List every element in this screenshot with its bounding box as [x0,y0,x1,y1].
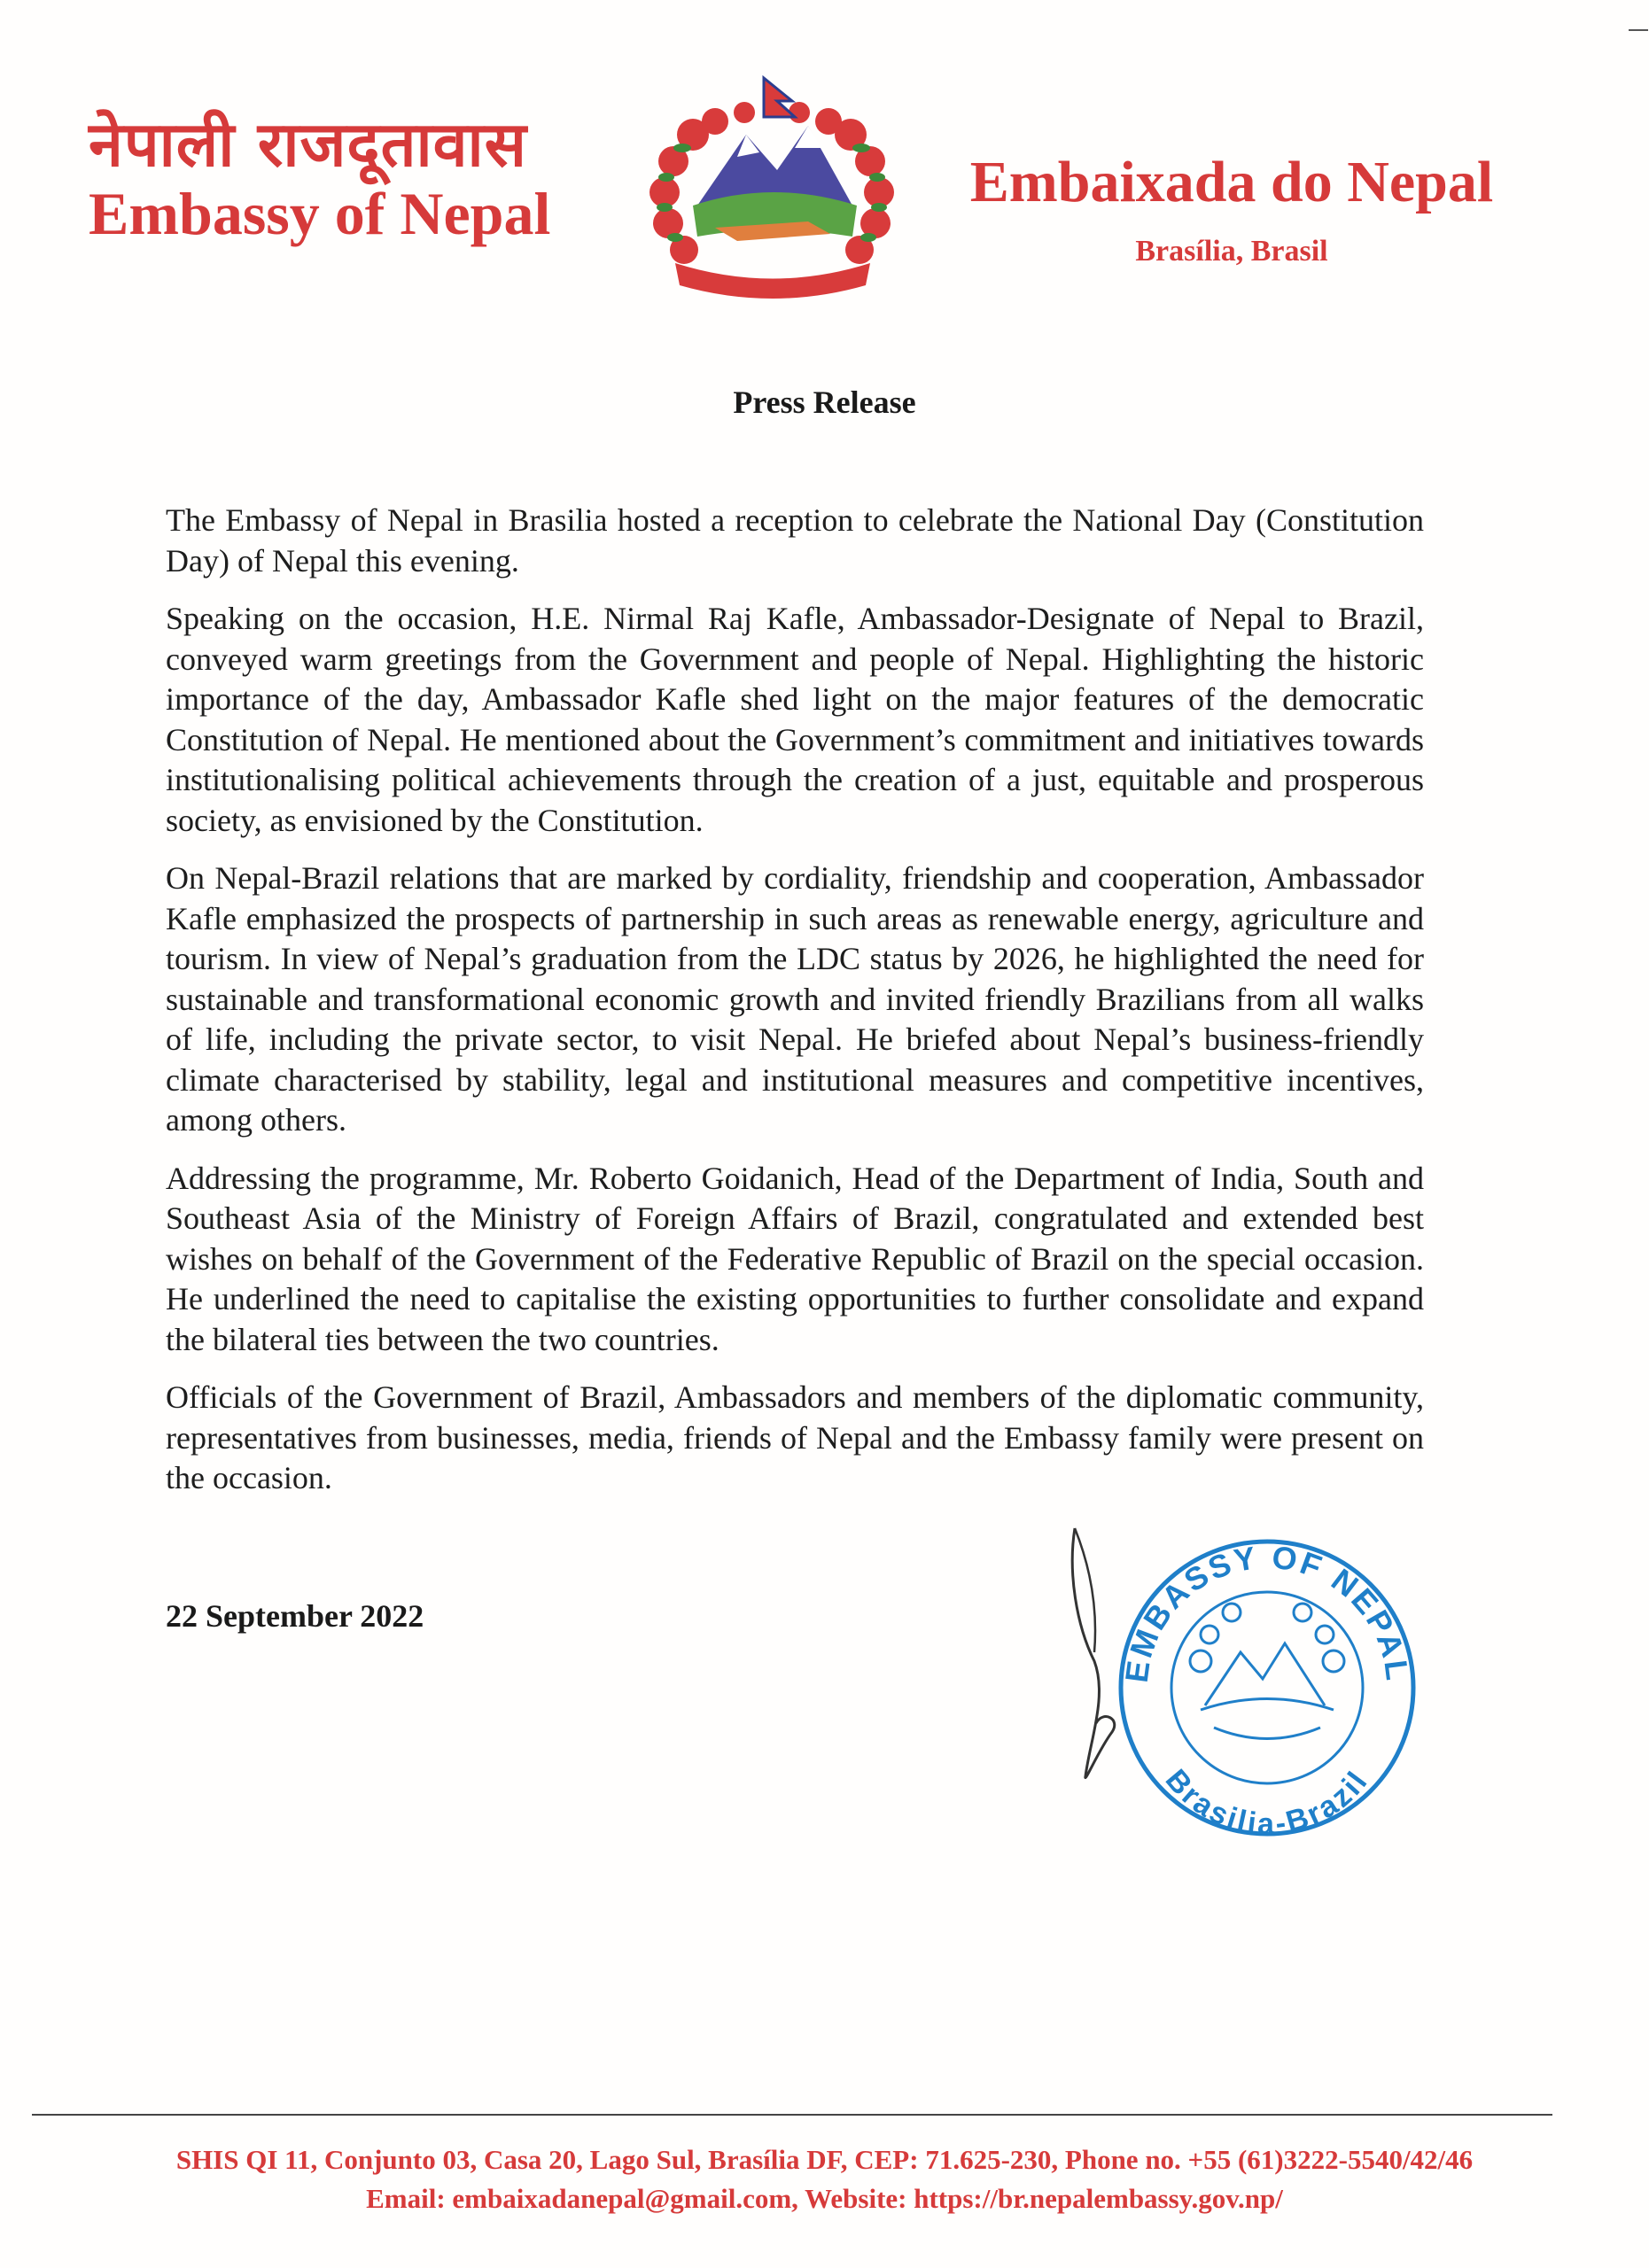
paragraph: Addressing the programme, Mr. Roberto Goidanich, Head of the Department of India, South and Southeast Asia of the Ministry of Foreign Affairs of Brazil, congratulated and extended best wishes on behalf of the Government of the Federative Republic of Brazil on the special occasion. He underlined the need to capitalise the existing opportunities to further consolidate and expand the bilateral ties between the two countries. [166,1160,1424,1357]
document-title: Press Release [733,384,916,420]
document-body [166,501,1424,1517]
paragraph: Officials of the Government of Brazil, Ambassadors and members of the diplomatic community, representatives from businesses, media, friends of Nepal and the Embassy family were present on the occasion. [166,1379,1424,1495]
handwritten-signature-icon [1072,1528,1115,1778]
paragraph: Speaking on the occasion, H.E. Nirmal Raj Kafle, Ambassador-Designate of Nepal to Brazil, conveyed warm greetings from the Government and people of Nepal. Highlighting the historic importance of the day, Ambassador Kafle shed light on the major features of the democratic Constitution of Nepal. He mentioned about the Government’s commitment and initiatives towards institutionalising political achievements through the creation of a just, equitable and prosperous society, as envisioned by the Constitution. [166,601,1424,838]
embassy-seal-icon [1059,1519,1431,1856]
header-city: Brasília, Brasil [1135,234,1328,268]
header-left [89,108,585,247]
paragraph: The Embassy of Nepal in Brasilia hosted a reception to celebrate the National Day (Constitution Day) of Nepal this evening. [166,502,1424,579]
scan-mark [1629,29,1648,31]
svg-text:Brasilia-Brazil: Brasilia-Brazil [1158,1763,1376,1842]
paragraph: On Nepal-Brazil relations that are marked by cordiality, friendship and cooperation, Ambassador Kafle emphasized the prospects of partnership in such areas as renewable energy, agriculture and tourism. In view of Nepal’s graduation from the LDC status by 2026, he highlighted the need for sustainable and transformational economic growth and invited friendly Brazilians from all walks of life, including the private sector, to visit Nepal. He briefed about Nepal’s business-friendly climate characterised by stability, legal and institutional measures and competitive incentives, among others. [166,860,1424,1138]
nepal-coat-of-arms-icon [631,73,913,316]
svg-text:EMBASSY OF NEPAL: EMBASSY OF NEPAL [1117,1538,1417,1685]
footer-divider [32,2114,1552,2116]
document-date: 22 September 2022 [166,1598,424,1634]
header-english-title: Embassy of Nepal [89,180,551,247]
footer-address: SHIS QI 11, Conjunto 03, Casa 20, Lago Sul, Brasília DF, CEP: 71.625-230, Phone no. +55 (61)3222-5540/42/46 [175,2144,1474,2175]
footer [0,2140,1649,2218]
header-right [930,151,1533,268]
footer-contact: Email: embaixadanepal@gmail.com, Website: https://br.nepalembassy.gov.np/ [366,2183,1283,2214]
header-portuguese-title: Embaixada do Nepal [969,150,1494,214]
header-nepali-title: नेपाली राजदूतावास [89,108,527,181]
